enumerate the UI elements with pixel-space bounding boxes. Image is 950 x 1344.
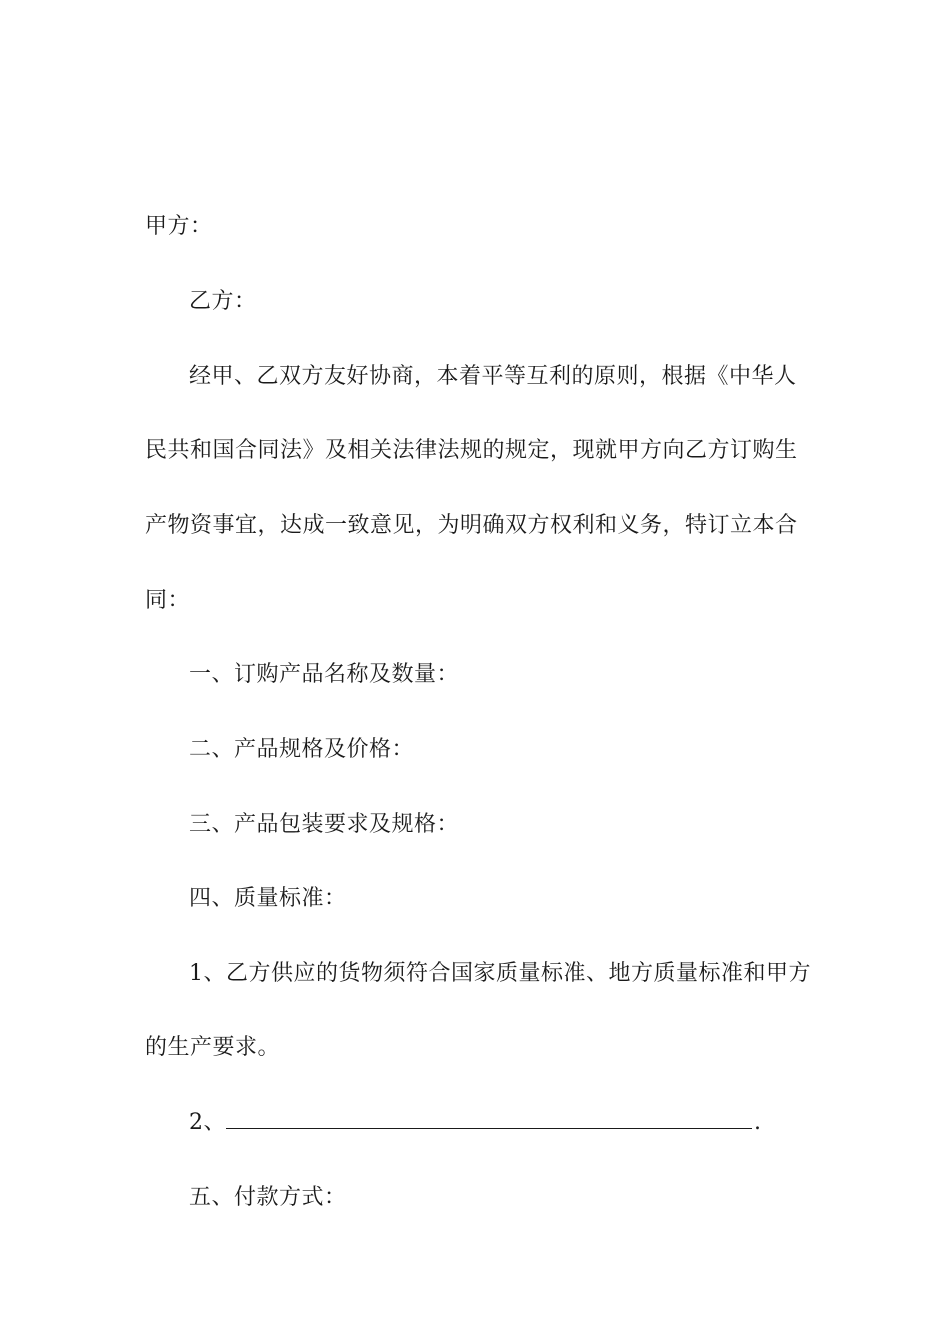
section-4-item-2-suffix: .	[754, 1110, 762, 1135]
section-4-item-2	[189, 1108, 859, 1138]
intro-line-1: 经甲、乙双方友好协商，本着平等互利的原则，根据《中华人	[189, 364, 797, 389]
intro-line-3: 产物资事宜，达成一致意见，为明确双方权利和义务，特订立本合	[145, 513, 798, 538]
section-5-heading: 五、付款方式：	[189, 1185, 347, 1210]
section-4-heading: 四、质量标准：	[189, 886, 347, 911]
section-4-item-1-line-2: 的生产要求。	[145, 1035, 281, 1060]
section-1-heading: 一、订购产品名称及数量：	[189, 662, 460, 687]
section-3-heading: 三、产品包装要求及规格：	[189, 812, 460, 837]
intro-line-4: 同：	[145, 588, 191, 613]
section-4-item-2-prefix: 2、	[189, 1110, 226, 1135]
fill-in-blank-line[interactable]	[226, 1108, 752, 1129]
intro-line-2: 民共和国合同法》及相关法律法规的规定，现就甲方向乙方订购生	[145, 438, 798, 463]
party-b-label: 乙方：	[189, 289, 257, 314]
section-2-heading: 二、产品规格及价格：	[189, 737, 415, 762]
party-a-label: 甲方：	[145, 214, 213, 239]
section-4-item-1-line-1: 1、乙方供应的货物须符合国家质量标准、地方质量标准和甲方	[189, 961, 811, 986]
